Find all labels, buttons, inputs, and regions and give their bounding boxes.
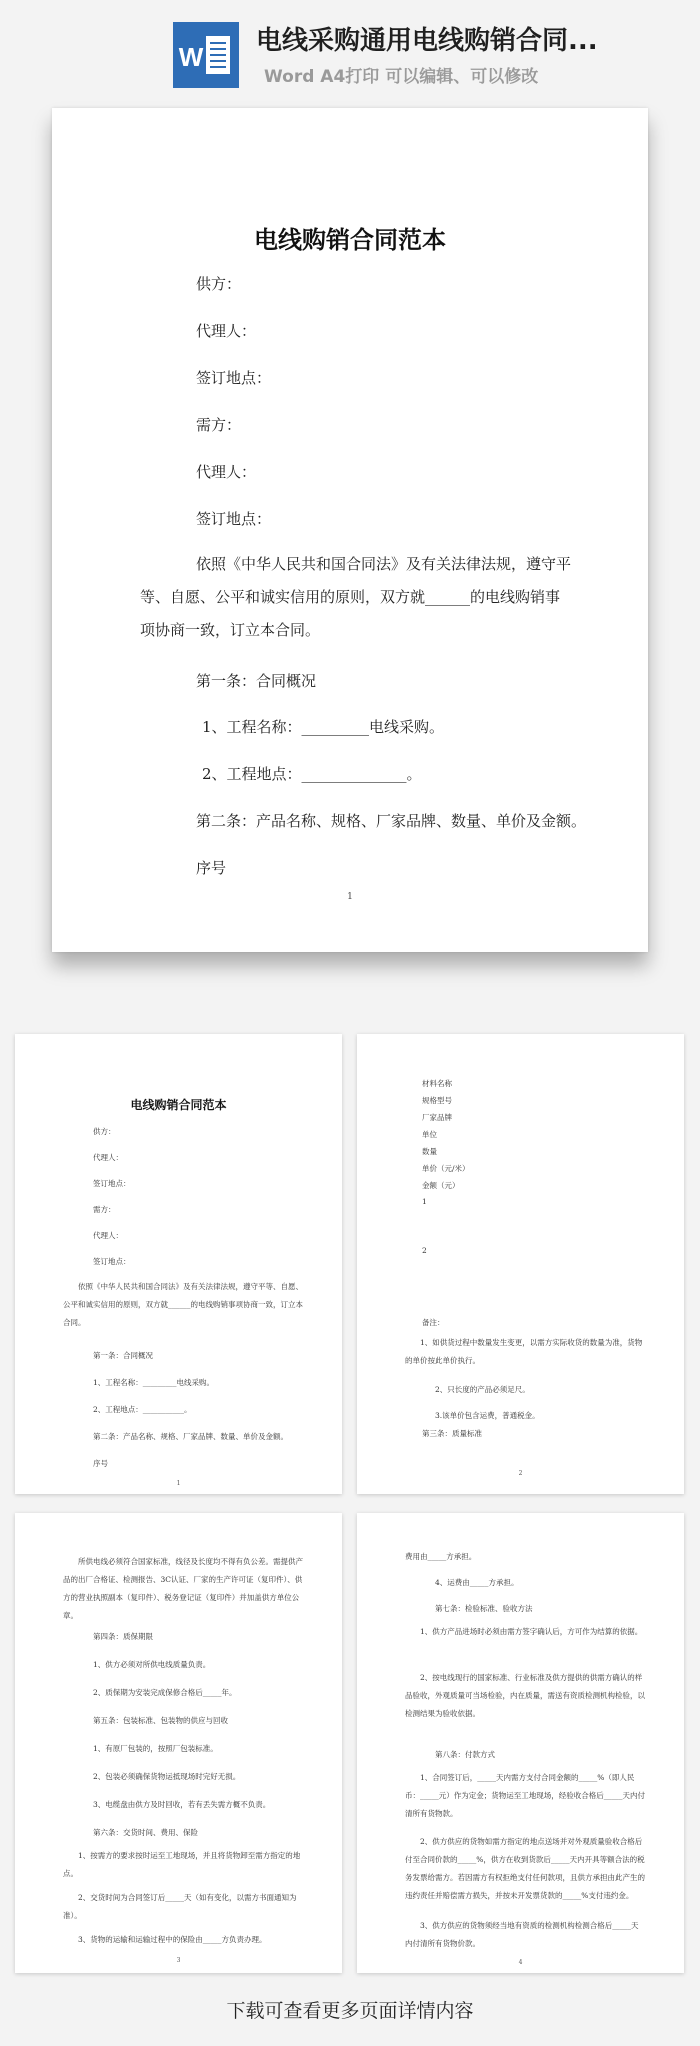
supplier-label: 供方： <box>196 275 242 293</box>
thumb-line: 1、有原厂包装的，按照厂包装标准。 <box>93 1744 218 1753</box>
buyer-label: 需方： <box>196 416 242 434</box>
thumb-paragraph: 3、供方供应的货物须经当地有资质的检测机构检测合格后_____天内付清所有货物价款。 <box>405 1921 639 1948</box>
thumb-line: 费用由_____方承担。 <box>405 1552 477 1561</box>
thumb-line: 金额（元） <box>422 1181 460 1190</box>
thumb-line: 厂家品牌 <box>422 1113 452 1122</box>
thumb-line: 序号 <box>93 1459 108 1468</box>
thumbnail-page-4 <box>357 1513 684 1973</box>
thumb-line: 3、电缆盘由供方及时回收，若有丢失需方概不负责。 <box>93 1800 271 1809</box>
thumb-line: 备注： <box>422 1318 445 1327</box>
document-subtitle: Word A4打印 可以编辑、可以修改 <box>264 67 539 87</box>
thumb-paragraph: 2、按电线现行的国家标准、行业标准及供方提供的供需方确认的样品验收，外观质量可当场检验，内在质量，需送有资质检测机构检验，以检测结果为验收依据。 <box>405 1673 645 1718</box>
thumb-line: 第八条：付款方式 <box>435 1750 495 1759</box>
thumb-line: 第六条：交货时间、费用、保险 <box>93 1828 198 1837</box>
thumb-line: 第五条：包装标准、包装物的供应与回收 <box>93 1716 228 1725</box>
thumbnail-page-2 <box>357 1034 684 1494</box>
thumb-line: 代理人： <box>93 1231 123 1240</box>
thumb-line: 材料名称 <box>422 1079 452 1088</box>
thumb-paragraph: 2、供方供应的货物如需方指定的地点送场并对外观质量验收合格后付至合同价款的_____%，供方在收到货款后_____天内开具等额合法的税务发票给需方。若因需方有权拒绝支付任何款项，且供方承担由此产生的违约责任并赔偿需方损失，并按未开发票货款的_____%支付违约金。 <box>405 1837 645 1900</box>
agent-label-2: 代理人： <box>196 463 257 481</box>
project-name-line: 1、工程名称：_________电线采购。 <box>202 718 445 736</box>
thumb-line: 签订地点： <box>93 1179 131 1188</box>
thumb-line: 签订地点： <box>93 1257 131 1266</box>
thumb-paragraph: 1、供方产品进场时必须由需方签字确认后，方可作为结算的依据。 <box>420 1627 643 1636</box>
thumb-line: 供方： <box>93 1127 116 1136</box>
contract-title: 电线购销合同范本 <box>254 225 446 254</box>
thumb-line: 单位 <box>422 1130 437 1139</box>
thumb-paragraph: 1、按需方的要求按时运至工地现场，并且将货物卸至需方指定的地点。 <box>63 1851 301 1878</box>
thumb-line: 1、工程名称：_________电线采购。 <box>93 1378 215 1387</box>
serial-number-label: 序号 <box>196 859 227 877</box>
thumb-paragraph: 3、货物的运输和运输过程中的保险由_____方负责办理。 <box>78 1935 267 1944</box>
thumb-line: 1 <box>422 1197 427 1206</box>
word-icon-letter: W <box>178 42 204 72</box>
thumb-page-number: 3 <box>176 1957 181 1964</box>
article-1-heading: 第一条：合同概况 <box>196 672 317 690</box>
thumb-line: 2、包装必须确保货物运抵现场时完好无损。 <box>93 1772 241 1781</box>
sign-place-label-2: 签订地点： <box>196 510 272 528</box>
thumb-paragraph: 1、如供货过程中数量发生变更，以需方实际收货的数量为准，货物的单价按此单价执行。 <box>405 1338 643 1365</box>
main-page-preview <box>52 108 648 952</box>
thumb-line: 1、供方必须对所供电线质量负责。 <box>93 1660 211 1669</box>
thumbnail-page-1 <box>15 1034 342 1494</box>
thumb-paragraph: 1、合同签订后，_____天内需方支付合同金额的_____%（即人民币：_____元）作为定金；货物运至工地现场，经验收合格后_____天内付清所有货物款。 <box>405 1773 645 1818</box>
thumb-page-number: 2 <box>518 1470 523 1477</box>
sign-place-label: 签订地点： <box>196 369 272 387</box>
article-2-heading: 第二条：产品名称、规格、厂家品牌、数量、单价及金额。 <box>196 812 587 830</box>
word-document-icon <box>173 22 239 88</box>
intro-paragraph: 依照《中华人民共和国合同法》及有关法律法规，遵守平等、自愿、公平和诚实信用的原则，双方就______的电线购销事项协商一致，订立本合同。 <box>140 555 572 639</box>
page-number: 1 <box>347 892 353 902</box>
agent-label: 代理人： <box>196 322 257 340</box>
thumb-line: 第二条：产品名称、规格、厂家品牌、数量、单价及金额。 <box>93 1432 288 1441</box>
thumb-line: 第七条：检验标准、验收方法 <box>435 1604 533 1613</box>
thumb-paragraph: 所供电线必须符合国家标准，线径及长度均不得有负公差。需提供产品的出厂合格证、检测报告、3C认证、厂家的生产许可证（复印件）、供方的营业执照副本（复印件）、税务登记证（复印件）并加盖供方单位公章。 <box>63 1557 303 1620</box>
project-location-line: 2、工程地点：______________。 <box>202 765 422 783</box>
thumb-line: 第四条：质保期限 <box>93 1632 153 1641</box>
thumb-page-number: 4 <box>518 1959 523 1966</box>
thumb-line: 需方： <box>93 1205 116 1214</box>
thumb-line: 代理人： <box>93 1153 123 1162</box>
thumb-line: 4、运费由_____方承担。 <box>435 1578 519 1587</box>
thumb-line: 规格型号 <box>422 1096 452 1105</box>
thumb-line: 单价（元/米） <box>422 1164 470 1173</box>
thumb-line: 第一条：合同概况 <box>93 1351 153 1360</box>
thumb-page-number: 1 <box>176 1480 181 1487</box>
thumb-paragraph: 2、交货时间为合同签订后_____天（如有变化，以需方书面通知为准）。 <box>63 1893 297 1920</box>
thumb-line: 3.该单价包含运费，普通税金。 <box>435 1411 540 1420</box>
thumb-line: 2、只长度的产品必须足尺。 <box>435 1385 530 1394</box>
thumb-line: 数量 <box>422 1147 437 1156</box>
thumb-contract-title: 电线购销合同范本 <box>130 1098 227 1112</box>
thumb-line: 第三条：质量标准 <box>422 1429 482 1438</box>
thumb-line: 2 <box>422 1246 427 1255</box>
header <box>0 0 700 100</box>
thumbnail-page-3 <box>15 1513 342 1973</box>
thumb-line: 2、质保期为安装完成保修合格后_____年。 <box>93 1688 237 1697</box>
document-title: 电线采购通用电线购销合同... <box>256 26 598 56</box>
thumb-line: 2、工程地点：___________。 <box>93 1405 192 1414</box>
download-more-link[interactable]: 下载可查看更多页面详情内容 <box>226 2000 474 2022</box>
thumb-paragraph: 依照《中华人民共和国合同法》及有关法律法规，遵守平等、自愿、公平和诚实信用的原则，双方就______的电线购销事项协商一致，订立本合同。 <box>63 1282 303 1327</box>
